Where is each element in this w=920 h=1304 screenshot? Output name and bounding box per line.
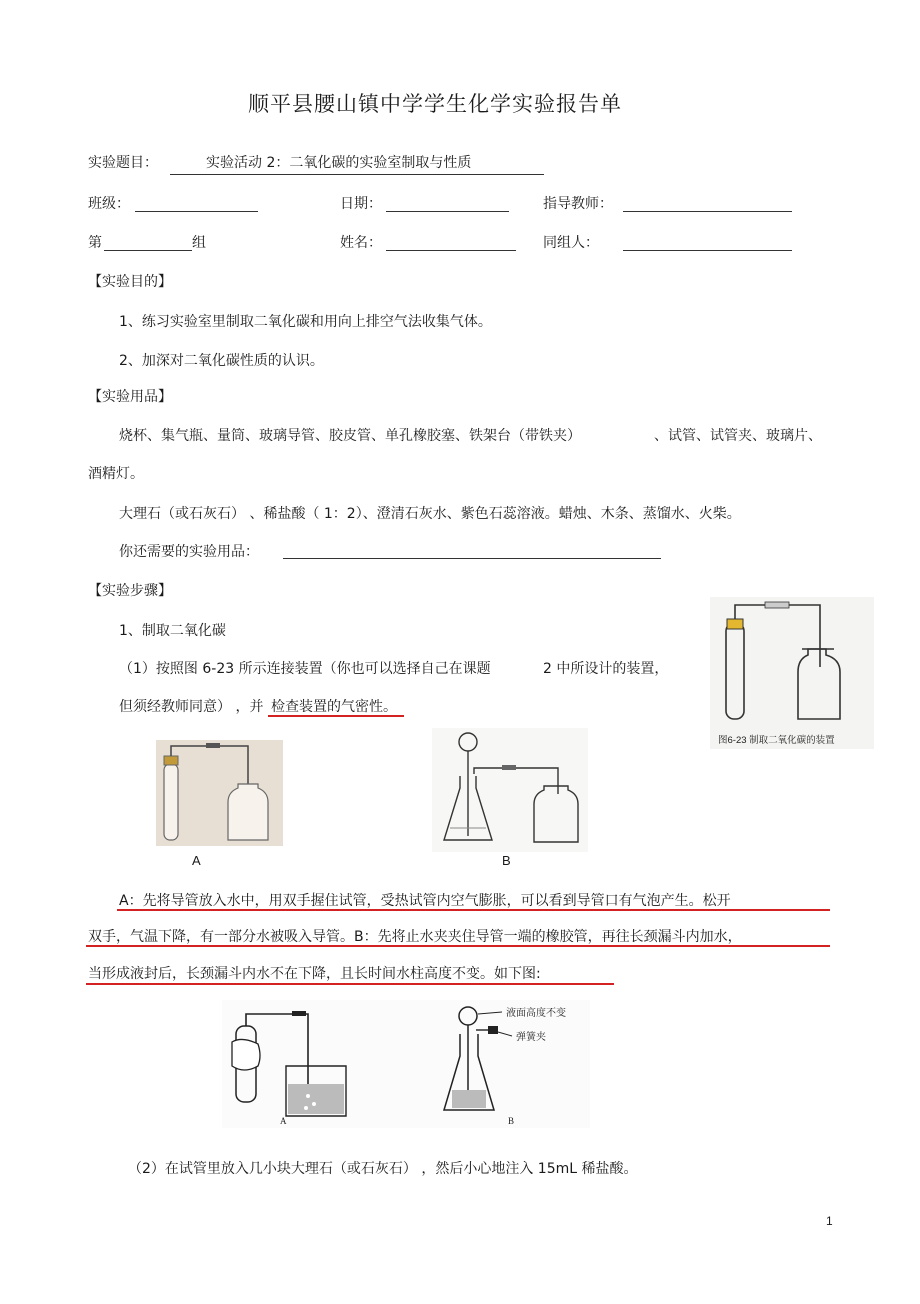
figure-6-23-apparatus — [710, 597, 874, 749]
extra-materials-field[interactable] — [283, 558, 661, 559]
figure-6-23 — [710, 597, 874, 749]
page-title: 顺平县腰山镇中学学生化学实验报告单 — [248, 92, 622, 116]
diagram-a-label: A — [280, 1116, 287, 1126]
materials-line-1a: 烧杯、集气瓶、量筒、玻璃导管、胶皮管、单孔橡胶塞、铁架台（带铁夹） — [119, 428, 581, 444]
answer-underline-2 — [86, 945, 830, 947]
figure-6-23-caption: 图6-23 制取二氧化碳的装置 — [718, 735, 835, 746]
page-number: 1 — [826, 1214, 833, 1228]
purpose-item-1: 1、练习实验室里制取二氧化碳和用向上排空气法收集气体。 — [119, 314, 492, 330]
figure-b-apparatus — [432, 728, 588, 852]
airtightness-text: 检查装置的气密性。 — [271, 699, 397, 715]
step-1-line-1a: （1）按照图 6-23 所示连接装置（你也可以选择自己在课题 — [119, 661, 491, 677]
step-1-heading: 1、制取二氧化碳 — [119, 623, 226, 639]
class-label: 班级： — [88, 196, 130, 212]
step-2-text: （2）在试管里放入几小块大理石（或石灰石） ，然后小心地注入 15mL 稀盐酸。 — [128, 1161, 638, 1177]
name-label: 姓名： — [340, 235, 382, 251]
topic-value: 实验活动 2：二氧化碳的实验室制取与性质 — [206, 155, 472, 171]
diagram-b-label: B — [508, 1116, 515, 1126]
topic-underline — [170, 174, 544, 175]
steps-heading: 【实验步骤】 — [88, 583, 172, 599]
extra-materials-label: 你还需要的实验用品： — [119, 544, 259, 560]
topic-label: 实验题目： — [88, 155, 158, 171]
partner-field[interactable] — [623, 250, 792, 251]
diagram-label-liquid-level: 液面高度不变 — [506, 1008, 566, 1019]
teacher-field[interactable] — [623, 211, 792, 212]
answer-underline-1 — [117, 909, 830, 911]
date-field[interactable] — [386, 211, 509, 212]
purpose-heading: 【实验目的】 — [88, 274, 172, 290]
group-suffix: 组 — [192, 235, 206, 251]
airtightness-diagram-drawing — [222, 1000, 590, 1128]
partner-label: 同组人： — [543, 235, 599, 251]
answer-underline-3 — [86, 983, 614, 985]
diagram-label-spring-clip: 弹簧夹 — [516, 1032, 546, 1043]
figure-b-label: B — [502, 853, 511, 868]
figure-b — [432, 728, 588, 852]
answer-line-1: A：先将导管放入水中，用双手握住试管，受热试管内空气膨胀，可以看到导管口有气泡产生。松开 — [119, 893, 731, 909]
figure-a — [156, 740, 283, 846]
teacher-label: 指导教师： — [543, 196, 613, 212]
name-field[interactable] — [386, 250, 516, 251]
class-field[interactable] — [135, 211, 258, 212]
step-1-line-2a: 但须经教师同意） ，并 — [119, 699, 264, 715]
answer-line-3: 当形成液封后，长颈漏斗内水不在下降，且长时间水柱高度不变。如下图: — [88, 966, 541, 982]
materials-heading: 【实验用品】 — [88, 389, 172, 405]
date-label: 日期： — [340, 196, 382, 212]
group-field[interactable] — [104, 250, 192, 251]
airtightness-red-underline — [268, 715, 404, 717]
materials-line-2: 酒精灯。 — [88, 466, 144, 482]
group-prefix: 第 — [88, 235, 102, 251]
materials-line-1b: 、试管、试管夹、玻璃片、 — [654, 428, 822, 444]
figure-a-apparatus — [156, 740, 283, 846]
figure-a-label: A — [192, 853, 201, 868]
materials-line-3: 大理石（或石灰石） 、稀盐酸（ 1：2）、澄清石灰水、紫色石蕊溶液。蜡烛、木条、蒸馏水、火柴。 — [119, 506, 741, 522]
airtightness-diagram — [222, 1000, 590, 1128]
purpose-item-2: 2、加深对二氧化碳性质的认识。 — [119, 353, 324, 369]
answer-line-2: 双手，气温下降，有一部分水被吸入导管。B：先将止水夹夹住导管一端的橡胶管，再往长颈漏斗内加水， — [88, 929, 742, 945]
step-1-line-1b: 2 中所设计的装置， — [543, 661, 669, 677]
